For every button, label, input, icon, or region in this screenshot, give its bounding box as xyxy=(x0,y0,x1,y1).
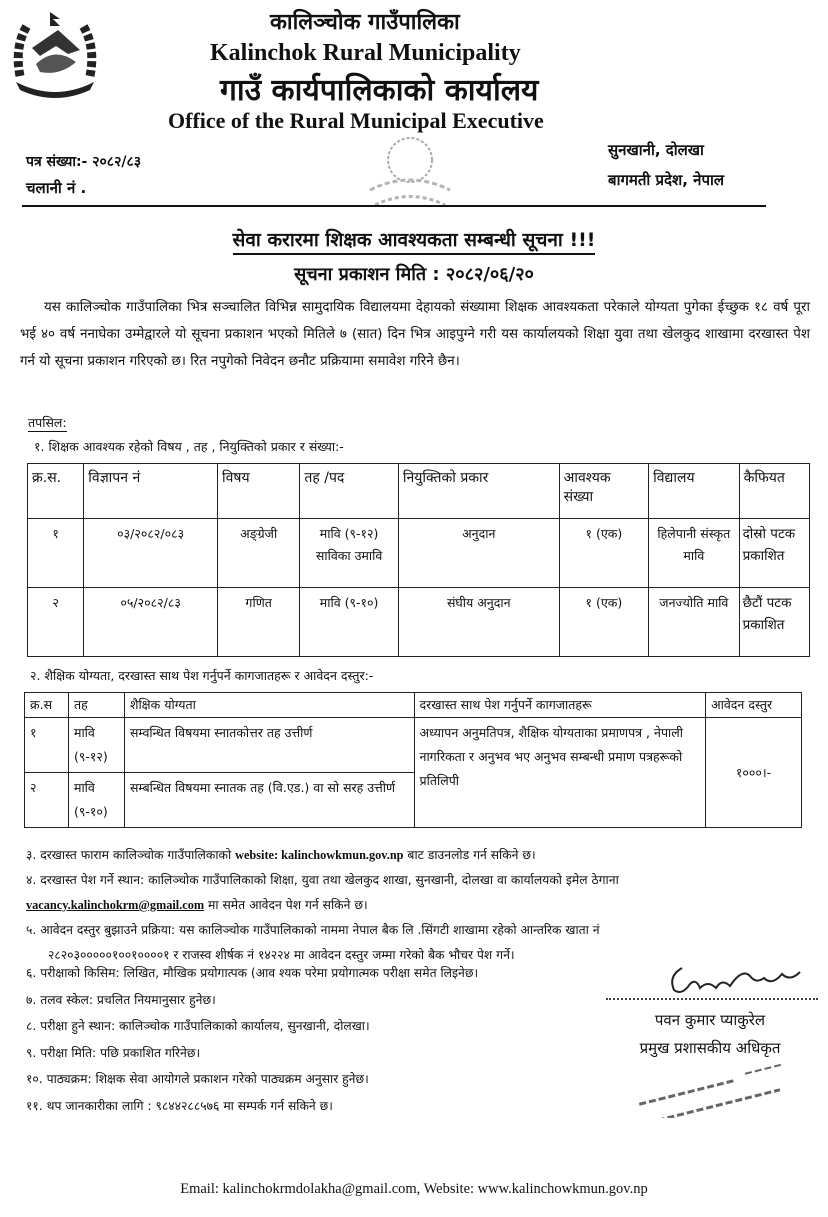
vacancy-email-link[interactable]: vacancy.kalinchokrm@gmail.com xyxy=(26,898,205,912)
item-5-cont: २८२०३०००००१००१००००१ र राजस्व शीर्षक नं १४२२४ मा आवेदन दस्तुर जम्मा गरेको बैक भौचर पेश गर्ने। xyxy=(48,948,515,962)
cell: मावि (९-१०) xyxy=(68,773,124,828)
item-5: ५. आवेदन दस्तुर बुझाउने प्रक्रिया: यस कालिञ्चोक गाउँपालिकाको नाममा नेपाल बैक लि .सिंगटी शाखामा रहेको आन्तरिक खाता नं xyxy=(26,923,600,937)
table-row xyxy=(28,519,810,588)
address-line-2: बागमती प्रदेश, नेपाल xyxy=(608,171,725,189)
cell: मावि (९-१०) xyxy=(300,588,399,657)
dispatch-number: चलानी नं . xyxy=(26,179,87,197)
cell: सम्वन्धित विषयमा स्नातकोत्तर तह उत्तीर्ण xyxy=(124,718,414,773)
col-advert-no: विज्ञापन नं xyxy=(84,464,218,519)
cell: गणित xyxy=(217,588,299,657)
col-subject: विषय xyxy=(217,464,299,519)
cell: १ (एक) xyxy=(559,519,648,588)
cell: अङ्ग्रेजी xyxy=(217,519,299,588)
letter-number: पत्र संख्या:- २०८२/८३ xyxy=(26,154,142,170)
col-qualification: शैक्षिक योग्यता xyxy=(124,693,414,718)
col-fee: आवेदन दस्तुर xyxy=(706,693,802,718)
cell: १ xyxy=(28,519,84,588)
header-divider xyxy=(22,205,766,207)
cell: हिलेपानी संस्कृत मावि xyxy=(649,519,739,588)
cell: सम्बन्धित विषयमा स्नातक तह (वि.एड.) वा सो सरह उत्तीर्ण xyxy=(124,773,414,828)
col-serial: क्र.स. xyxy=(28,464,84,519)
cell: दोस्रो पटक प्रकाशित xyxy=(739,519,809,588)
notice-items xyxy=(26,843,816,968)
handwritten-signature xyxy=(660,958,820,1002)
cell: १ xyxy=(25,718,69,773)
cell: छैटौं पटक प्रकाशित xyxy=(739,588,809,657)
vacancy-table xyxy=(27,463,810,657)
cell: मावि (९-१२) साविका उमावि xyxy=(300,519,399,588)
details-label: तपसिल: xyxy=(28,415,67,430)
item-10: १०. पाठ्यक्रम: शिक्षक सेवा आयोगले प्रकाशन गरेको पाठ्यक्रम अनुसार हुनेछ। xyxy=(26,1072,369,1086)
municipality-name-english: Kalinchok Rural Municipality xyxy=(210,40,521,66)
cell: ०५/२०८२/८३ xyxy=(84,588,218,657)
cell: जनज्योति मावि xyxy=(649,588,739,657)
cell: १ (एक) xyxy=(559,588,648,657)
table-row xyxy=(28,588,810,657)
item-4-cont: vacancy.kalinchokrm@gmail.com मा समेत आवेदन पेश गर्न सकिने छ। xyxy=(26,898,368,912)
col-school: विद्यालय xyxy=(649,464,739,519)
municipality-name-nepali: कालिञ्चोक गाउँपालिका xyxy=(270,10,460,35)
nepal-emblem-logo xyxy=(10,6,100,104)
item-7: ७. तलव स्केल: प्रचलित नियमानुसार हुनेछ। xyxy=(26,992,216,1007)
item-9: ९. परीक्षा मिति: पछि प्रकाशित गरिनेछ। xyxy=(26,1045,201,1060)
footer-contact: Email: kalinchokrmdolakha@gmail.com, Website: www.kalinchowkmun.gov.np xyxy=(180,1181,648,1197)
cell: मावि (९-१२) xyxy=(68,718,124,773)
qualification-table xyxy=(24,692,802,828)
table-header-row xyxy=(28,464,810,519)
fee-cell: १०००।- xyxy=(706,718,802,828)
col-remarks: कैफियत xyxy=(739,464,809,519)
cell: २ xyxy=(25,773,69,828)
item-6: ६. परीक्षाको किसिम: लिखित, मौखिक प्रयोगात्पक (आव श्यक परेमा प्रयोगात्मक परीक्षा समेत लिइनेछ। xyxy=(26,966,479,980)
item-8: ८. परीक्षा हुने स्थान: कालिञ्चोक गाउँपालिकाको कार्यालय, सुनखानी, दोलखा। xyxy=(26,1019,370,1033)
notice-items-2 xyxy=(26,960,586,1119)
col-documents: दरखास्त साथ पेश गर्नुपर्ने कागजातहरू xyxy=(414,693,706,718)
website-link[interactable]: website: kalinchowkmun.gov.np xyxy=(235,848,404,862)
intro-paragraph: यस कालिञ्चोक गाउँपालिका भित्र सञ्चालित विभिन्न सामुदायिक विद्यालयमा देहायको संख्यामा शिक्षक आवश्यकता परेकाले योग्यता पुगेका ईच्छुक १८ वर्ष पूरा भई ४० वर्ष ननाघेका उम्मेद्वारले यो सूचना प्रकाशन भएको मितिले ७ (सात) दिन भित्र आइपुग्ने गरी यस कार्यालयको शिक्षा युवा तथा खेलकुद शाखामा दरखास्त पेश गर्न यो सूचना प्रकाशन गरिएको छ। रित नपुगेको निवेदन छनौट प्रक्रियामा समावेश गरिने छैन। xyxy=(20,300,810,369)
table-row xyxy=(25,718,802,773)
office-name-english: Office of the Rural Municipal Executive xyxy=(168,108,544,133)
cell: २ xyxy=(28,588,84,657)
signatory-designation: प्रमुख प्रशासकीय अधिकृत xyxy=(639,1039,781,1057)
item-11: ११. थप जानकारीका लागि : ९८४४२८८५७६ मा सम्पर्क गर्न सकिने छ। xyxy=(26,1098,333,1113)
table-header-row xyxy=(25,693,802,718)
signatory-name: पवन कुमार प्याकुरेल xyxy=(654,1011,766,1029)
table1-caption: १. शिक्षक आवश्यक रहेको विषय , तह , नियुक्तिको प्रकार र संख्या:- xyxy=(34,439,344,454)
cell: संघीय अनुदान xyxy=(398,588,559,657)
table2-caption: २. शैक्षिक योग्यता, दरखास्त साथ पेश गर्नुपर्ने कागजातहरू र आवेदन दस्तुर:- xyxy=(30,668,374,683)
col-required-number: आवश्यक संख्या xyxy=(559,464,648,519)
cell: अनुदान xyxy=(398,519,559,588)
signatory-stamp xyxy=(628,1062,798,1118)
office-name-nepali: गाउँ कार्यपालिकाको कार्यालय xyxy=(220,73,539,108)
col-level: तह /पद xyxy=(300,464,399,519)
documents-cell: अध्यापन अनुमतिपत्र, शैक्षिक योग्यताका प्रमाणपत्र , नेपाली नागरिकता र अनुभव भए अनुभव सम्बन्धी प्रमाण पत्रहरूको प्रतिलिपी xyxy=(414,718,706,828)
item-3: ३. दरखास्त फाराम कालिञ्चोक गाउँपालिकाको website: kalinchowkmun.gov.np बाट डाउनलोड गर्न सकिने छ। xyxy=(26,848,536,862)
signature-line xyxy=(606,998,818,1000)
publish-date: सूचना प्रकाशन मिति : २०८२/०६/२० xyxy=(294,264,534,285)
col-serial: क्र.स xyxy=(25,693,69,718)
notice-title: सेवा करारमा शिक्षक आवश्यकता सम्बन्धी सूचना !!! xyxy=(0,226,828,252)
col-appointment-type: नियुक्तिको प्रकार xyxy=(398,464,559,519)
cell: ०३/२०८२/०८३ xyxy=(84,519,218,588)
item-4: ४. दरखास्त पेश गर्ने स्थान: कालिञ्चोक गाउँपालिकाको शिक्षा, युवा तथा खेलकुद शाखा, सुनखानी, दोलखा वा कार्यालयको इमेल ठेगाना xyxy=(26,873,619,887)
col-level: तह xyxy=(68,693,124,718)
address-line-1: सुनखानी, दोलखा xyxy=(608,141,704,159)
